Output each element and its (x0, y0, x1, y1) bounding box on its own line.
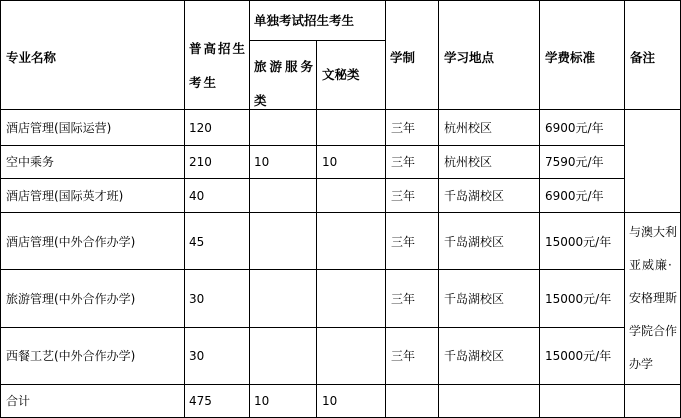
header-notes: 备注 (630, 50, 656, 65)
row2-tourism: 10 (254, 155, 270, 169)
header-major: 专业名称 (6, 50, 57, 65)
row2-duration: 三年 (391, 155, 416, 169)
note-line-4: 学院合作 (629, 324, 678, 338)
note-line-3: 安格理斯 (629, 291, 678, 305)
row6-location: 千岛湖校区 (444, 349, 505, 363)
row6-major: 西餐工艺(中外合作办学) (6, 349, 136, 363)
row2-tuition: 7590元/年 (545, 155, 604, 169)
row5-tuition: 15000元/年 (545, 292, 612, 306)
row6-duration: 三年 (391, 349, 416, 363)
row5-duration: 三年 (391, 292, 416, 306)
row5-major: 旅游管理(中外合作办学) (6, 292, 136, 306)
row4-general: 45 (189, 235, 205, 249)
row3-tuition: 6900元/年 (545, 189, 604, 203)
row3-duration: 三年 (391, 189, 416, 203)
header-single-exam: 单独考试招生考生 (254, 13, 355, 28)
row2-general: 210 (189, 155, 212, 169)
header-tourism: 旅游服务类 (254, 59, 317, 108)
row6-general: 30 (189, 349, 205, 363)
row3-major: 酒店管理(国际英才班) (6, 189, 124, 203)
note-line-1: 与澳大利 (629, 225, 678, 239)
row2-location: 杭州校区 (444, 155, 493, 169)
row1-tuition: 6900元/年 (545, 121, 604, 135)
header-secretary: 文秘类 (322, 67, 360, 82)
row4-duration: 三年 (391, 235, 416, 249)
row5-general: 30 (189, 292, 205, 306)
row1-major: 酒店管理(国际运营) (6, 121, 112, 135)
row3-general: 40 (189, 189, 205, 203)
row5-location: 千岛湖校区 (444, 292, 505, 306)
row4-tuition: 15000元/年 (545, 235, 612, 249)
total-tourism: 10 (254, 394, 270, 408)
row1-duration: 三年 (391, 121, 416, 135)
total-secretary: 10 (322, 394, 338, 408)
total-label: 合计 (6, 394, 31, 408)
header-duration: 学制 (390, 50, 416, 65)
row1-general: 120 (189, 121, 212, 135)
note-line-2: 亚威廉· (629, 258, 673, 272)
row4-major: 酒店管理(中外合作办学) (6, 235, 136, 249)
row1-location: 杭州校区 (444, 121, 493, 135)
row4-location: 千岛湖校区 (444, 235, 505, 249)
row2-major: 空中乘务 (6, 155, 55, 169)
row3-location: 千岛湖校区 (444, 189, 505, 203)
header-tuition: 学费标准 (545, 50, 596, 65)
total-general: 475 (189, 394, 212, 408)
header-general: 普高招生考生 (189, 41, 248, 90)
row2-secretary: 10 (322, 155, 338, 169)
row6-tuition: 15000元/年 (545, 349, 612, 363)
note-line-5: 办学 (629, 357, 654, 371)
header-location: 学习地点 (444, 50, 495, 65)
